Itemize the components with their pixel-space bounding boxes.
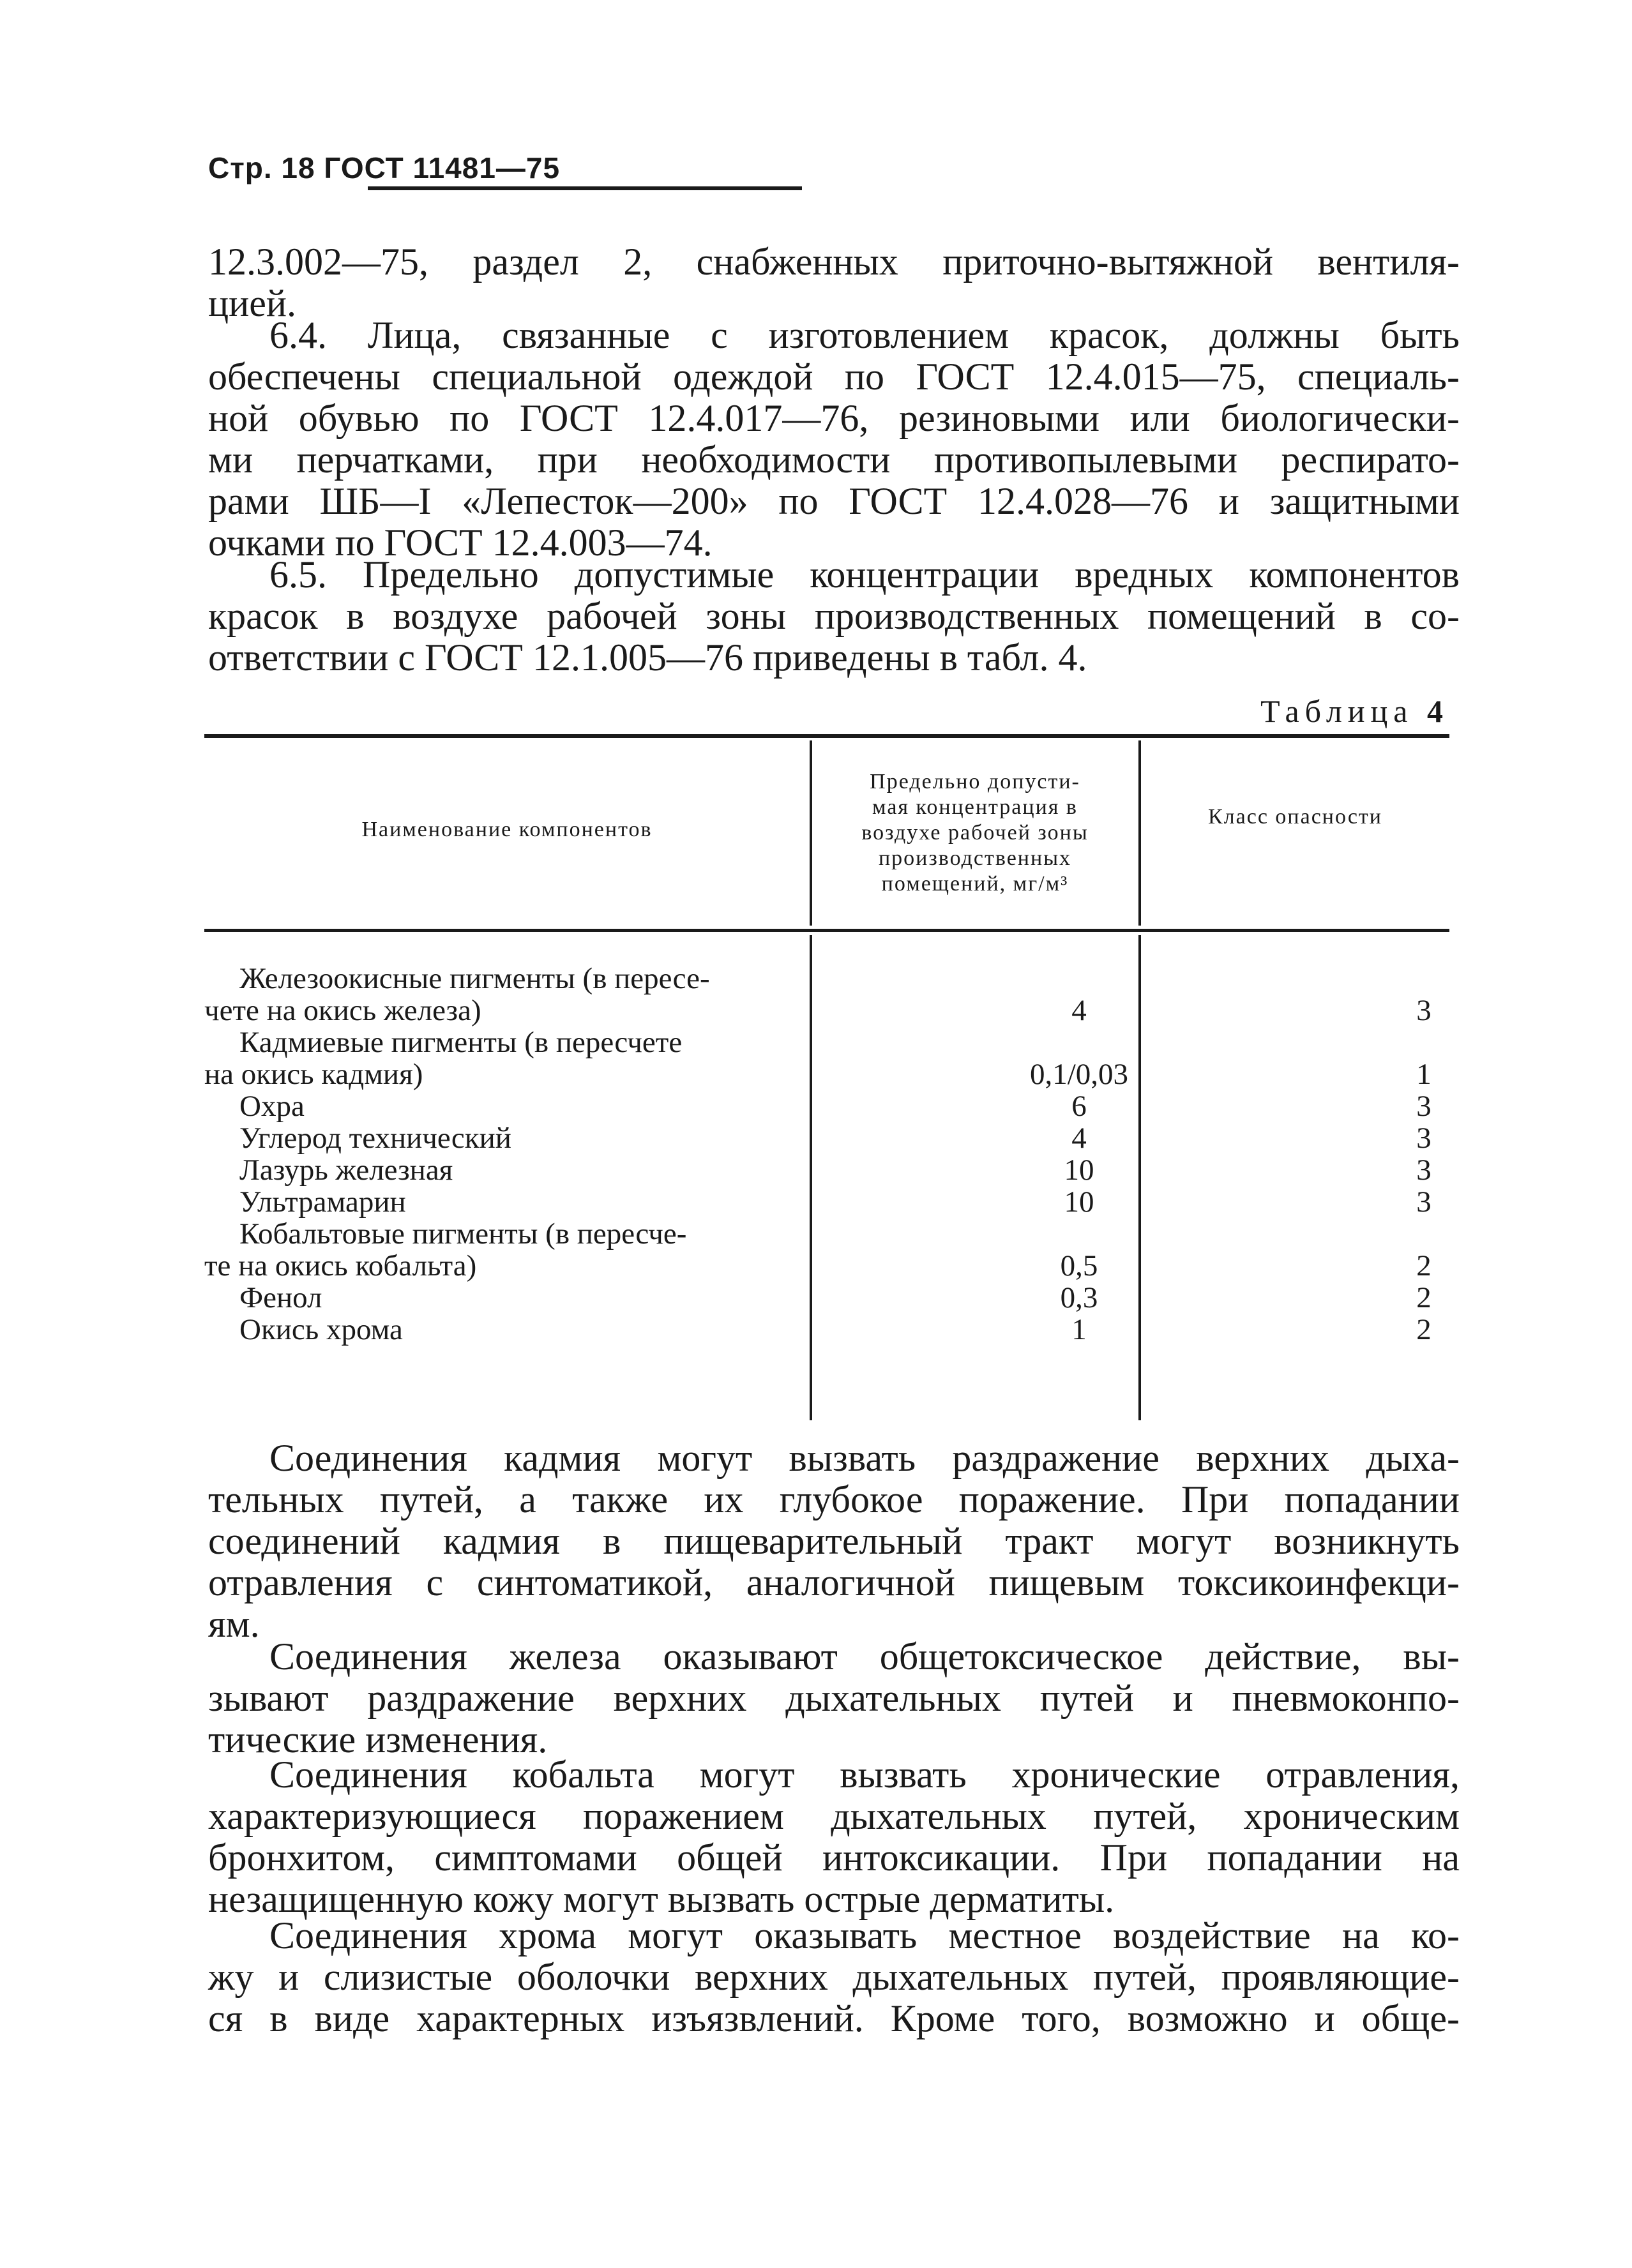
table-caption-label: Таблица: [1260, 693, 1414, 729]
paragraph-cobalt: [208, 1754, 1460, 1920]
header-concentration-line: воздухе рабочей зоны: [861, 821, 1089, 845]
text-line: Соединения кадмия могут вызвать раздражение верхних дыха-: [269, 1437, 1460, 1479]
text-line: 12.3.002—75, раздел 2, снабженных приточно-вытяжной вентиля-: [208, 241, 1460, 283]
text-line: бронхитом, симптомами общей интоксикации. При попадании на: [208, 1836, 1460, 1879]
cell-concentration: 1: [1071, 1313, 1087, 1346]
text-line: 6.5. Предельно допустимые концентрации вредных компонентов: [269, 553, 1460, 596]
cell-concentration: 10: [1064, 1153, 1094, 1187]
header-name: Наименование компонентов: [361, 818, 653, 841]
text-line: Соединения кобальта могут вызвать хронические отравления,: [269, 1754, 1460, 1796]
text-line: зывают раздражение верхних дыхательных путей и пневмоконпо-: [208, 1677, 1460, 1719]
header-concentration-line: мая концентрация в: [872, 795, 1078, 819]
text-line: ям.: [208, 1603, 260, 1645]
cell-concentration: 0,5: [1060, 1249, 1098, 1282]
cell-name: [204, 1218, 811, 1282]
text-line: незащищенную кожу могут вызвать острые дерматиты.: [208, 1878, 1115, 1920]
text-line: ной обувью по ГОСТ 12.4.017—76, резиновыми или биологически-: [208, 397, 1460, 439]
table-top-rule: [204, 734, 1449, 738]
cell-hazard-class: 2: [1416, 1281, 1432, 1314]
header-hazard-class: Класс опасности: [1208, 805, 1382, 829]
text-line: характеризующиеся поражением дыхательных путей, хроническим: [208, 1795, 1460, 1837]
table-number: 4: [1427, 693, 1443, 729]
header-concentration-line: производственных: [878, 846, 1072, 870]
cell-concentration: 4: [1071, 994, 1087, 1027]
cell-hazard-class: 2: [1416, 1313, 1432, 1346]
cell-hazard-class: 3: [1416, 994, 1432, 1027]
table-caption: [1168, 693, 1443, 730]
cell-hazard-class: 3: [1416, 1185, 1432, 1219]
cell-name: [204, 963, 811, 1026]
cell-name-line: те на окись кобальта): [204, 1249, 477, 1282]
text-line: тельных путей, а также их глубокое поражение. При попадании: [208, 1478, 1460, 1521]
cell-name: [204, 1026, 811, 1090]
cell-hazard-class: 3: [1416, 1090, 1432, 1123]
text-line: тические изменения.: [208, 1718, 548, 1761]
text-line: рами ШБ—I «Лепесток—200» по ГОСТ 12.4.028—76 и защитными: [208, 480, 1460, 522]
cell-name: Лазурь железная: [239, 1153, 453, 1187]
text-line: Соединения железа оказывают общетоксическое действие, вы-: [269, 1635, 1460, 1678]
text-line: красок в воздухе рабочей зоны производственных помещений в со-: [208, 595, 1460, 637]
text-line: соединений кадмия в пищеварительный тракт могут возникнуть: [208, 1520, 1460, 1562]
cell-name: Окись хрома: [239, 1313, 403, 1346]
header-concentration-line: помещений, мг/м³: [881, 872, 1069, 896]
cell-name: Ультрамарин: [239, 1185, 406, 1219]
text-line: ми перчатками, при необходимости противопылевыми респирато-: [208, 439, 1460, 481]
cell-name-line: Кадмиевые пигменты (в пересчете: [239, 1026, 683, 1059]
paragraph-6-4: [208, 315, 1460, 564]
header-rule: [368, 186, 802, 190]
cell-hazard-class: 3: [1416, 1153, 1432, 1187]
table-header-rule: [204, 929, 1449, 932]
text-line: отравления с синтоматикой, аналогичной пищевым токсикоинфекци-: [208, 1561, 1460, 1603]
header-concentration: [812, 769, 1138, 897]
text-line: ся в виде характерных изъязвлений. Кроме того, возможно и обще-: [208, 1997, 1460, 2039]
cell-name: Углерод технический: [239, 1122, 511, 1155]
cell-concentration: 4: [1071, 1122, 1087, 1155]
page-header-text: Стр. 18 ГОСТ 11481—75: [208, 151, 561, 184]
column-divider: [1138, 935, 1141, 1420]
cell-name-line: Кобальтовые пигменты (в пересче-: [239, 1217, 687, 1250]
paragraph-cadmium: [208, 1438, 1460, 1645]
cell-hazard-class: 2: [1416, 1249, 1432, 1282]
text-line: обеспечены специальной одеждой по ГОСТ 12.4.015—75, специаль-: [208, 356, 1460, 398]
cell-name: Охра: [239, 1090, 305, 1123]
cell-concentration: 10: [1064, 1185, 1094, 1219]
cell-name: Фенол: [239, 1281, 322, 1314]
cell-concentration: 6: [1071, 1090, 1087, 1123]
cell-name-line: чете на окись железа): [204, 994, 481, 1027]
text-line: жу и слизистые оболочки верхних дыхательных путей, проявляющие-: [208, 1956, 1460, 1998]
header-concentration-line: Предельно допусти-: [870, 770, 1080, 793]
text-line: 6.4. Лица, связанные с изготовлением красок, должны быть: [269, 314, 1460, 356]
table-4: [204, 734, 1449, 1423]
cell-hazard-class: 1: [1416, 1058, 1432, 1091]
text-line: ответствии с ГОСТ 12.1.005—76 приведены в табл. 4.: [208, 636, 1087, 679]
cell-concentration: 0,3: [1060, 1281, 1098, 1314]
column-divider: [1138, 740, 1141, 926]
page-header: [208, 151, 560, 185]
text-line: очками по ГОСТ 12.4.003—74.: [208, 522, 713, 564]
cell-name-line: Железоокисные пигменты (в пересе-: [239, 962, 710, 995]
paragraph-1: [208, 241, 1460, 324]
paragraph-iron: [208, 1636, 1460, 1761]
paragraph-6-5: [208, 554, 1460, 679]
text-line: Соединения хрома могут оказывать местное воздействие на ко-: [269, 1914, 1460, 1956]
text-line: цией.: [208, 282, 296, 324]
cell-name-line: на окись кадмия): [204, 1058, 423, 1091]
paragraph-chromium: [208, 1915, 1460, 2039]
cell-concentration: 0,1/0,03: [1029, 1058, 1129, 1091]
cell-hazard-class: 3: [1416, 1122, 1432, 1155]
